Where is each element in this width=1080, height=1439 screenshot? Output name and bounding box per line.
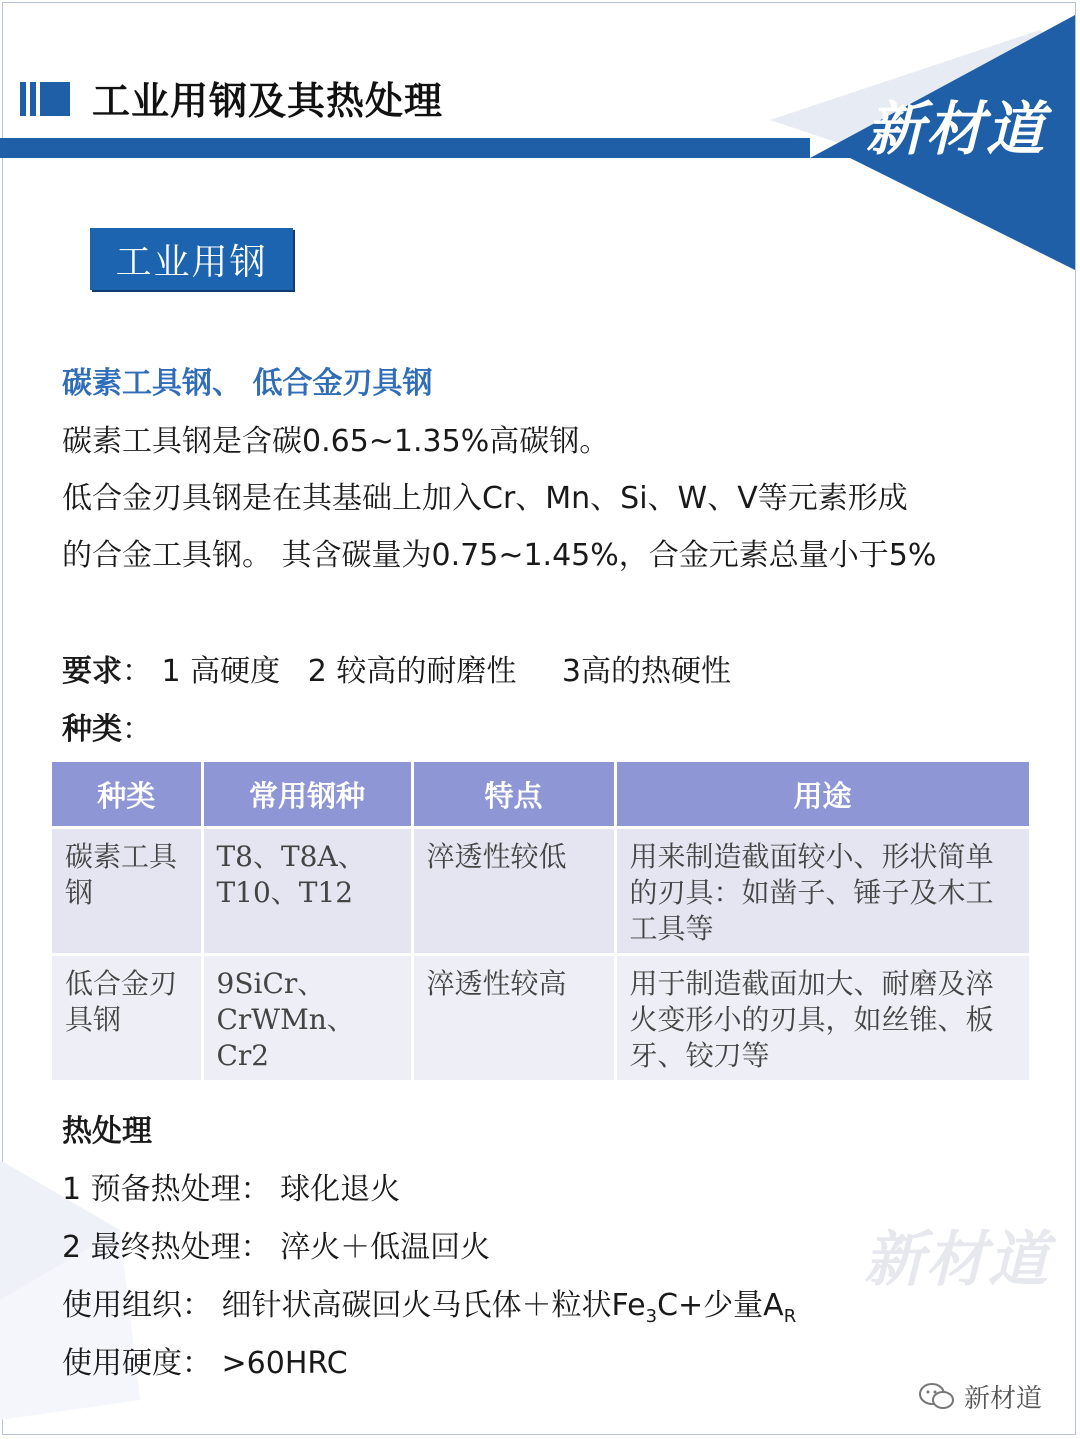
brand-logo-text: 新材道 [866, 95, 1047, 163]
heat-treatment-title: 热处理 [62, 1114, 152, 1149]
wechat-icon [918, 1382, 956, 1412]
hardness-line [62, 1338, 348, 1382]
paragraph-1: 碳素工具钢是含碳0.65~1.35%高碳钢。 [62, 424, 610, 459]
steel-types-table [52, 762, 1032, 1083]
table-row [52, 955, 1030, 1082]
table-cell-usage: 用来制造截面较小、形状简单的刃具：如凿子、锤子及木工工具等 [615, 828, 1030, 955]
pre-treatment-line [62, 1164, 400, 1208]
paragraph-3: 的合金工具钢。 其含碳量为0.75~1.45%，合金元素总量小于5% [62, 538, 937, 573]
footer-account-name: 新材道 [964, 1384, 1043, 1414]
table-cell-grades: T8、T8A、T10、T12 [202, 828, 412, 955]
table-header-kind: 种类 [52, 762, 202, 828]
table-cell-feature: 淬透性较高 [412, 955, 615, 1082]
structure-label: 使用组织： [62, 1288, 212, 1323]
table-cell-grades: 9SiCr、CrWMn、Cr2 [202, 955, 412, 1082]
header-bar [0, 138, 810, 158]
requirements-colon: ： [122, 654, 152, 689]
hardness-label: 使用硬度： [62, 1346, 212, 1381]
subheading: 碳素工具钢、 低合金刃具钢 [62, 366, 433, 401]
paragraph-2: 低合金刃具钢是在其基础上加入Cr、Mn、Si、W、V等元素形成 [62, 481, 908, 516]
final-treatment-value: 淬火＋低温回火 [280, 1230, 491, 1265]
hardness-value: >60HRC [221, 1346, 348, 1381]
table-cell-kind: 低合金刃具钢 [52, 955, 202, 1082]
structure-value: 细针状高碳回火马氏体＋粒状$Fe_3C+$少量$A_R$ [221, 1288, 797, 1327]
table-header-usage: 用途 [615, 762, 1030, 828]
footer-account [918, 1378, 1042, 1415]
requirement-2: 2 较高的耐磨性 [307, 654, 517, 689]
final-treatment-label: 2 最终热处理： [62, 1230, 271, 1265]
header-bars-icon [20, 82, 70, 116]
table-cell-usage: 用于制造截面加大、耐磨及淬火变形小的刃具，如丝锥、板牙、铰刀等 [615, 955, 1030, 1082]
pre-treatment-value: 球化退火 [280, 1172, 401, 1207]
table-header-feature: 特点 [412, 762, 615, 828]
kinds-label: 种类 [62, 712, 122, 747]
pre-treatment-label: 1 预备热处理： [62, 1172, 271, 1207]
requirements-label: 要求 [62, 654, 122, 689]
table-cell-feature: 淬透性较低 [412, 828, 615, 955]
table-header-row [52, 762, 1030, 828]
table-header-grades: 常用钢种 [202, 762, 412, 828]
table-cell-kind: 碳素工具钢 [52, 828, 202, 955]
requirement-1: 1 高硬度 [161, 654, 281, 689]
watermark: 新材道 [864, 1225, 1050, 1295]
final-treatment-line [62, 1222, 490, 1266]
kinds-colon: ： [122, 712, 152, 747]
section-badge: 工业用钢 [90, 228, 293, 290]
requirement-3: 3高的热硬性 [561, 654, 731, 689]
table-row [52, 828, 1030, 955]
kinds-line [62, 704, 152, 748]
structure-line [62, 1280, 796, 1327]
requirements-line [62, 646, 731, 690]
page-title: 工业用钢及其热处理 [92, 79, 444, 123]
